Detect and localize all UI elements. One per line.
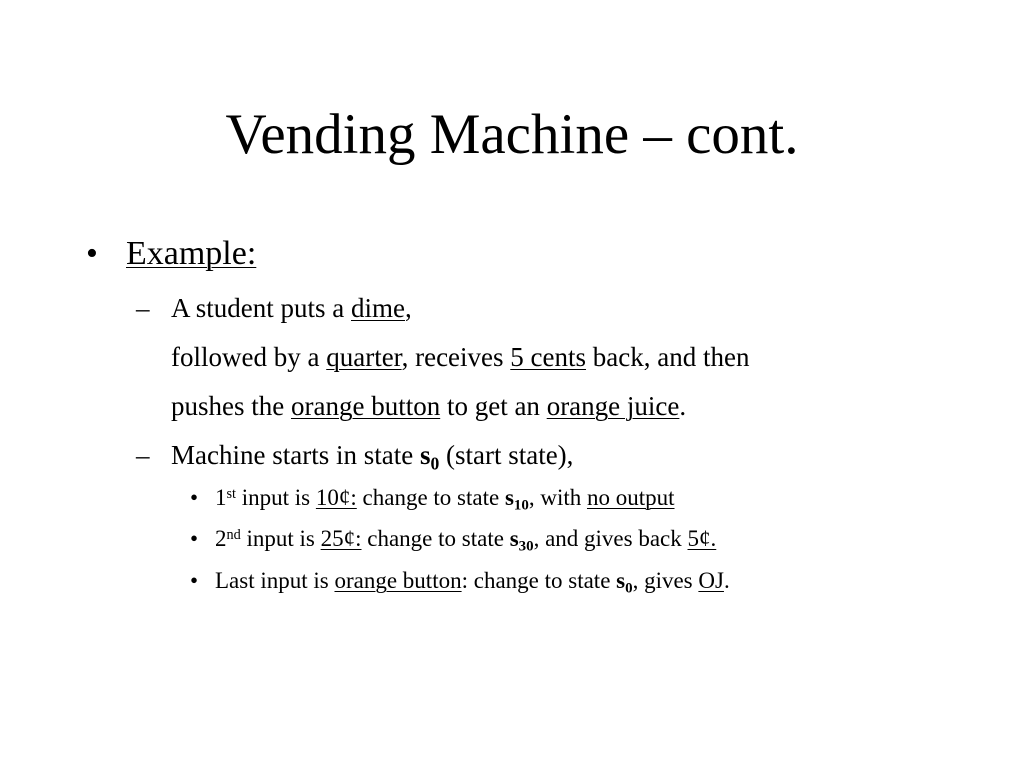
text: , and gives back — [533, 526, 688, 551]
term-coin: 25¢: — [320, 526, 362, 551]
state-subscript: 0 — [625, 580, 633, 597]
text: A student puts a — [171, 293, 351, 323]
superscript: st — [226, 485, 237, 502]
text: back, and then — [586, 342, 750, 372]
text: , gives — [632, 568, 699, 593]
superscript: nd — [226, 526, 241, 543]
term-coin: 10¢: — [315, 485, 357, 510]
text: input is — [240, 526, 321, 551]
dash-icon: – — [136, 440, 150, 470]
text: . — [723, 568, 730, 593]
text: . — [679, 391, 687, 421]
text: to get an — [440, 391, 547, 421]
bullet-icon: • — [190, 485, 199, 510]
bullet-icon: • — [86, 235, 98, 272]
state-symbol — [419, 440, 440, 474]
state-subscript: 10 — [513, 497, 529, 514]
sub1-line2 — [171, 340, 749, 374]
term-5-cents: 5 cents — [510, 342, 587, 372]
sub1-line1 — [171, 291, 412, 325]
sub1-line3 — [171, 389, 686, 423]
text: (start state), — [439, 440, 574, 470]
sub2-line — [171, 438, 573, 472]
text: followed by a — [171, 342, 327, 372]
state-symbol — [509, 526, 534, 555]
dash-icon: – — [136, 293, 150, 323]
text: , — [405, 293, 412, 323]
state-symbol — [504, 485, 529, 514]
state-subscript: 30 — [518, 538, 534, 555]
text: Last input is — [215, 568, 335, 593]
bullet-icon: • — [190, 568, 199, 593]
state-subscript: 0 — [430, 453, 440, 474]
state-letter: s — [616, 568, 626, 593]
state-letter: s — [509, 526, 519, 551]
state-letter: s — [504, 485, 514, 510]
example-label — [126, 234, 256, 274]
term-orange-button: orange button — [334, 568, 462, 593]
text: , receives — [401, 342, 511, 372]
text: 2 — [215, 526, 227, 551]
text: pushes the — [171, 391, 291, 421]
bullet-icon: • — [190, 526, 199, 551]
text: Machine starts in state — [171, 440, 420, 470]
slide-title: Vending Machine – cont. — [225, 103, 799, 166]
list-item — [215, 566, 730, 596]
term-dime: dime — [351, 293, 405, 323]
state-symbol — [616, 568, 633, 597]
text: , with — [528, 485, 587, 510]
list-item — [215, 483, 675, 513]
text: input is — [236, 485, 316, 510]
list-item — [215, 524, 716, 554]
term-quarter: quarter — [326, 342, 402, 372]
text: change to state — [361, 526, 510, 551]
text: : change to state — [461, 568, 617, 593]
term-output: OJ — [698, 568, 724, 593]
text: change to state — [356, 485, 505, 510]
term-orange-juice: orange juice — [546, 391, 680, 421]
state-letter: s — [419, 440, 431, 470]
term-orange-button: orange button — [290, 391, 441, 421]
term-output: no output — [586, 485, 675, 510]
term-output: 5¢. — [687, 526, 717, 551]
text: 1 — [215, 485, 227, 510]
example-text: Example: — [126, 235, 257, 272]
